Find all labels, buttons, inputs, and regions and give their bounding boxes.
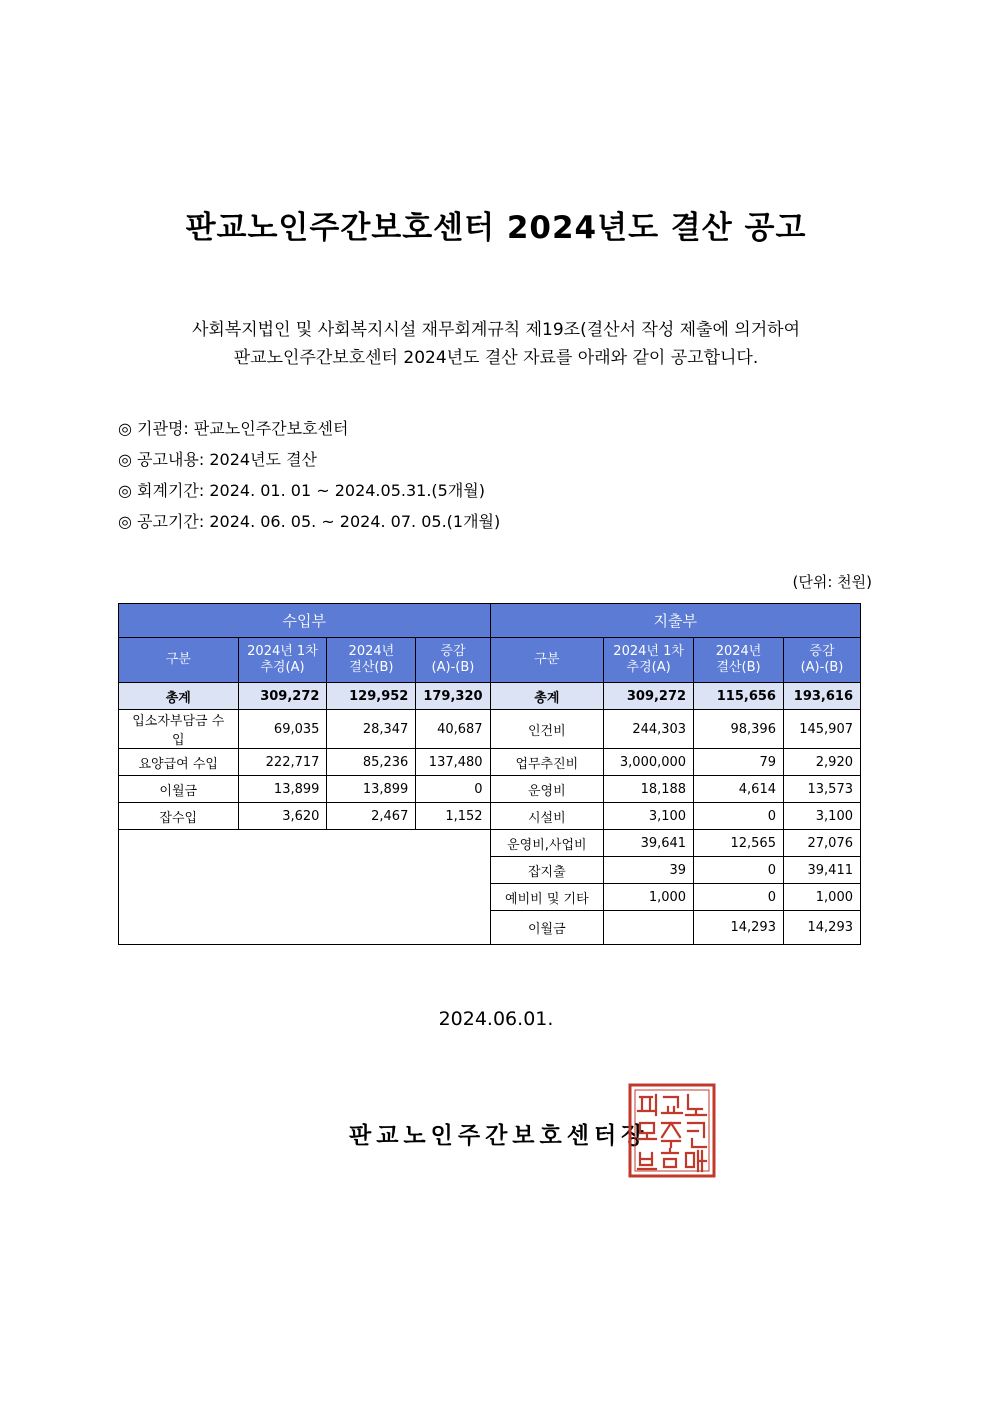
unit-label: (단위: 천원) [792,573,872,591]
info-fiscal-period: ◎ 회계기간: 2024. 01. 01 ~ 2024.05.31.(5개월) [118,481,485,500]
expense-header-settlement: 2024년 결산(B) [694,638,784,683]
table-row: 잡수입 3,620 2,467 1,152 시설비 3,100 0 3,100 [119,803,861,830]
notice-date: 2024.06.01. [438,1008,554,1030]
notice-info [118,413,500,537]
table-row: 입소자부담금 수입 69,035 28,347 40,687 인건비 244,303 98,396 145,907 [119,710,861,749]
income-header-settlement: 2024년 결산(B) [327,638,416,683]
info-notice-period: ◎ 공고기간: 2024. 06. 05. ~ 2024. 07. 05.(1개월) [118,512,501,531]
info-content: ◎ 공고내용: 2024년도 결산 [118,450,317,469]
table-row: 예비비 및 기타 1,000 0 1,000 [119,884,861,911]
expense-header-diff: 증감 (A)-(B) [783,638,860,683]
table-row: 잡지출 39 0 39,411 [119,857,861,884]
expense-header-category: 구분 [490,638,604,683]
table-row-total: 총계 309,272 129,952 179,320 총계 309,272 115,656 193,616 [119,683,861,710]
table-row: 이월금 14,293 14,293 [119,911,861,945]
intro-line-1: 사회복지법인 및 사회복지시설 재무회계규칙 제19조(결산서 작성 제출에 의거하여 [191,320,801,340]
page-title: 판교노인주간보호센터 2024년도 결산 공고 [185,210,807,246]
table-row: 요양급여 수입 222,717 85,236 137,480 업무추진비 3,000,000 79 2,920 [119,749,861,776]
expense-header-budget: 2024년 1차 추경(A) [604,638,694,683]
official-seal-icon [628,1083,716,1178]
income-section-title: 수입부 [119,604,491,638]
info-org: ◎ 기관명: 판교노인주간보호센터 [118,419,349,438]
settlement-table [118,603,861,945]
income-header-category: 구분 [119,638,239,683]
income-empty-area [119,830,491,945]
table-row: 운영비,사업비 39,641 12,565 27,076 [119,830,861,857]
table-row: 이월금 13,899 13,899 0 운영비 18,188 4,614 13,573 [119,776,861,803]
income-header-budget: 2024년 1차 추경(A) [238,638,327,683]
intro-text [0,316,992,372]
expense-section-title: 지출부 [490,604,860,638]
signer-name: 판교노인주간보호센터장 [349,1123,649,1149]
intro-line-2: 판교노인주간보호센터 2024년도 결산 자료를 아래와 같이 공고합니다. [233,348,759,368]
income-header-diff: 증감 (A)-(B) [416,638,490,683]
